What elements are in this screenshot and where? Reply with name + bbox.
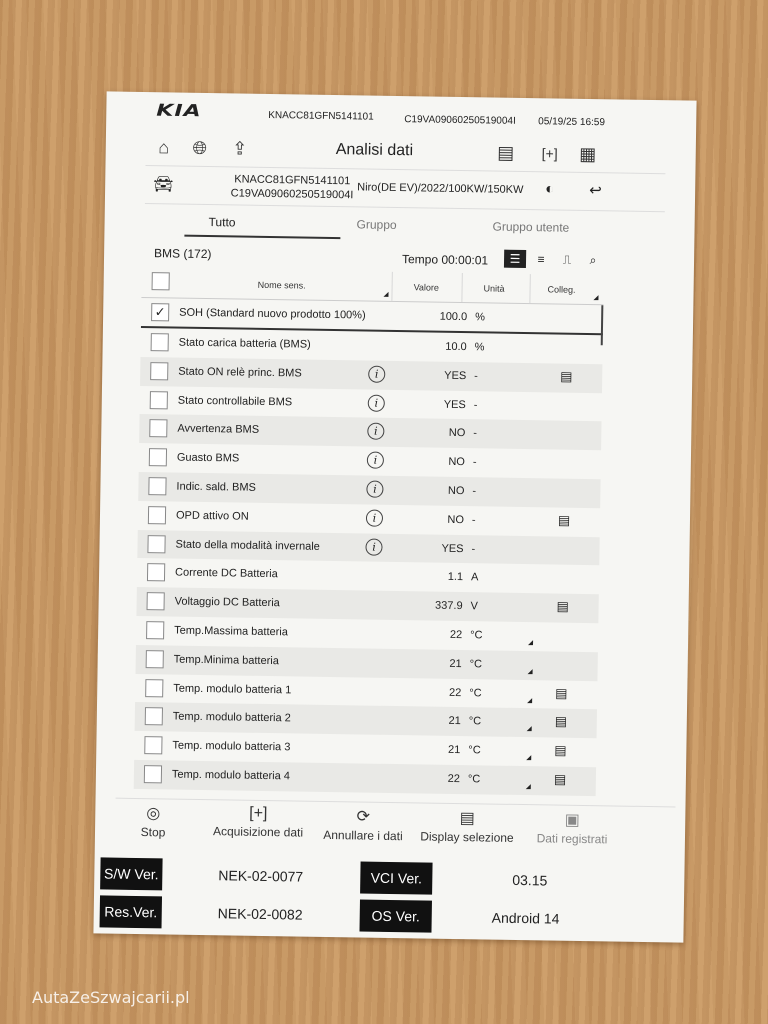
sensor-value: YES: [443, 398, 466, 411]
expand-icon[interactable]: [527, 726, 532, 731]
sensor-name: SOH (Standard nuovo prodotto 100%): [179, 306, 366, 322]
info-icon[interactable]: i: [365, 538, 382, 555]
page-title: Analisi dati: [335, 141, 414, 160]
expand-icon[interactable]: [526, 784, 531, 789]
sensor-value: 21: [448, 715, 461, 728]
sensor-unit: %: [474, 341, 485, 354]
sensor-value: 22: [449, 628, 463, 642]
vehicle-model: Niro(DE EV)/2022/100KW/150KW: [357, 181, 524, 196]
bms-title: BMS (172): [154, 246, 212, 262]
info-icon[interactable]: i: [367, 423, 384, 440]
sensor-value: YES: [444, 369, 467, 382]
sensor-unit: -: [473, 427, 478, 440]
back-icon[interactable]: ↩: [589, 182, 602, 200]
sensor-unit: °C: [467, 773, 481, 786]
sensor-name: OPD attivo ON: [175, 509, 249, 523]
refresh-icon: ⟳: [356, 808, 371, 826]
sensor-unit: V: [470, 600, 479, 613]
vci-version-label: VCI Ver.: [360, 862, 432, 895]
sort-icon: [383, 292, 388, 297]
sw-version-label: S/W Ver.: [100, 857, 162, 890]
sensor-unit: A: [470, 571, 479, 584]
capture-icon[interactable]: [+]: [541, 145, 558, 162]
sensor-value: YES: [441, 542, 464, 555]
sensor-value: NO: [448, 427, 466, 440]
sensor-unit: °C: [468, 744, 481, 757]
sensor-unit: -: [472, 456, 477, 469]
expand-icon[interactable]: [527, 698, 532, 703]
header-device-id: C19VA09060250519004I: [404, 114, 516, 127]
sensor-unit: °C: [468, 715, 482, 728]
display-selection-button[interactable]: [413, 807, 522, 845]
sensor-value: 1.1: [447, 571, 464, 584]
sensor-unit: -: [471, 513, 476, 527]
sw-version-value: NEK-02-0077: [218, 867, 304, 885]
sensor-name: Temp. modulo batteria 4: [171, 768, 291, 783]
sensor-name: Corrente DC Batteria: [175, 566, 278, 581]
header-vin: KNACC81GFN5141101: [268, 109, 374, 123]
sensor-value: 22: [447, 772, 460, 786]
cancel-label: Annullare i dati: [323, 827, 403, 844]
sensor-unit: °C: [470, 629, 483, 642]
expand-icon[interactable]: [528, 640, 533, 645]
header-value[interactable]: Valore: [413, 282, 440, 293]
tab-gruppo[interactable]: Gruppo: [356, 217, 397, 232]
sensor-name: Temp. modulo batteria 3: [172, 739, 291, 754]
version-info: [93, 851, 684, 942]
folder-icon: ▣: [564, 811, 580, 829]
bms-timer: Tempo 00:00:01: [401, 252, 489, 268]
watermark-text: AutaZeSzwajcarii.pl: [32, 988, 190, 1007]
graph-view-icon[interactable]: ⎍: [562, 252, 572, 267]
os-version-label: OS Ver.: [359, 899, 431, 932]
saved-label: Dati registrati: [536, 831, 608, 847]
saved-data-button[interactable]: [527, 809, 618, 846]
vehicle-info-row: [145, 168, 666, 212]
sensor-name: Avvertenza BMS: [177, 422, 260, 437]
select-all-checkbox[interactable]: [152, 272, 170, 290]
grid-icon[interactable]: ▦: [579, 143, 597, 164]
row-checkbox[interactable]: [149, 420, 167, 438]
active-tab-indicator: [184, 235, 340, 239]
sensor-name: Temp. modulo batteria 2: [172, 710, 291, 725]
info-icon[interactable]: i: [368, 394, 385, 411]
stop-button[interactable]: [133, 803, 174, 840]
list-view-icon[interactable]: ☰: [504, 250, 526, 268]
sensor-unit: %: [475, 311, 486, 324]
row-checkbox[interactable]: [147, 563, 165, 581]
linked-data-icon[interactable]: ▤: [556, 598, 570, 614]
row-checkbox[interactable]: [144, 736, 162, 754]
kia-logo: KIA: [156, 101, 202, 121]
expand-icon[interactable]: [526, 755, 531, 760]
info-icon[interactable]: i: [367, 452, 384, 469]
sensor-value: 100.0: [439, 310, 468, 324]
sensor-name: Stato carica batteria (BMS): [178, 336, 311, 351]
info-icon[interactable]: i: [366, 509, 383, 526]
row-checkbox[interactable]: [145, 707, 163, 725]
os-version-value: Android 14: [491, 909, 560, 927]
sensor-unit: -: [472, 485, 477, 498]
sensor-value: NO: [447, 484, 465, 498]
signal-icon[interactable]: ◐: [545, 180, 555, 198]
header-name[interactable]: Nome sens.: [257, 279, 306, 291]
sensor-name: Temp.Massima batteria: [174, 624, 288, 639]
sensor-value: 21: [448, 744, 461, 757]
main-toolbar: [145, 130, 666, 174]
sensor-name: Stato ON relè princ. BMS: [178, 365, 302, 380]
row-checkbox[interactable]: [147, 535, 165, 553]
acquire-data-button[interactable]: [203, 804, 314, 840]
sensor-value: 22: [448, 686, 462, 699]
home-icon[interactable]: ⌂: [158, 136, 170, 157]
sort-icon: [593, 295, 598, 300]
table-scrollbar[interactable]: [601, 305, 604, 345]
display-icon: ▤: [459, 810, 475, 828]
linked-data-icon[interactable]: ▤: [560, 368, 573, 384]
globe-icon[interactable]: 🌐︎: [192, 137, 208, 158]
row-checkbox[interactable]: [150, 391, 168, 409]
table-row[interactable]: [134, 760, 596, 796]
vehicle-device-id: C19VA09060250519004I: [230, 187, 354, 202]
row-checkbox[interactable]: [147, 592, 165, 610]
sensor-unit: -: [474, 370, 478, 383]
sensor-name: Stato controllabile BMS: [177, 394, 293, 408]
data-card-icon[interactable]: ▤: [497, 142, 515, 163]
info-icon[interactable]: i: [368, 365, 385, 382]
stop-icon: ◎: [146, 805, 161, 823]
row-checkbox[interactable]: [144, 765, 162, 783]
sensor-value: 337.9: [434, 599, 463, 613]
sensor-name: Guasto BMS: [176, 451, 240, 465]
header-link[interactable]: Colleg.: [547, 284, 576, 295]
bottom-toolbar: [115, 798, 676, 859]
info-icon[interactable]: i: [366, 481, 383, 498]
stop-label: Stop: [140, 825, 166, 840]
row-checkbox[interactable]: [151, 333, 169, 351]
linked-data-icon[interactable]: ▤: [553, 771, 567, 787]
row-checkbox[interactable]: [146, 650, 164, 668]
printed-screen-page: [93, 91, 696, 942]
sensor-unit: -: [473, 398, 478, 411]
linked-data-icon[interactable]: ▤: [554, 713, 568, 730]
sensor-name: Temp. modulo batteria 1: [173, 682, 292, 696]
sensor-unit: -: [471, 542, 476, 555]
res-version-label: Res.Ver.: [100, 895, 162, 928]
acquire-label: Acquisizione dati: [212, 824, 304, 840]
tab-tutto[interactable]: Tutto: [208, 215, 236, 230]
linked-data-icon[interactable]: ▤: [557, 512, 571, 528]
sensor-value: NO: [447, 513, 465, 526]
linked-data-icon[interactable]: ▤: [554, 742, 567, 758]
row-checkbox[interactable]: [148, 477, 166, 495]
sensor-table: [134, 268, 604, 796]
car-check-icon[interactable]: 🚘︎: [153, 176, 174, 194]
vci-version-value: 03.15: [512, 871, 548, 889]
sensor-name: Voltaggio DC Batteria: [174, 595, 280, 610]
row-checkbox[interactable]: [149, 448, 167, 466]
sensor-name: Indic. sald. BMS: [176, 480, 257, 494]
row-checkbox[interactable]: ✓: [151, 303, 169, 321]
row-checkbox[interactable]: [150, 362, 168, 380]
sensor-value: NO: [448, 456, 465, 469]
expand-icon[interactable]: [528, 669, 533, 674]
search-icon[interactable]: ⌕: [589, 252, 597, 267]
row-checkbox[interactable]: [146, 621, 164, 639]
cancel-data-button[interactable]: [315, 806, 412, 844]
sensor-unit: °C: [469, 686, 482, 699]
header-datetime: 05/19/25 16:59: [538, 116, 606, 129]
res-version-value: NEK-02-0082: [217, 905, 303, 923]
text-view-icon[interactable]: ≡: [537, 252, 545, 267]
tab-gruppo-utente[interactable]: Gruppo utente: [492, 219, 570, 235]
display-label: Display selezione: [420, 829, 514, 845]
sensor-name: Stato della modalità invernale: [175, 538, 320, 553]
sensor-name: Temp.Minima batteria: [173, 653, 279, 667]
header-unit[interactable]: Unità: [483, 283, 505, 294]
upload-icon[interactable]: ⇪: [232, 137, 248, 159]
tab-bar: [144, 208, 664, 246]
vehicle-vin: KNACC81GFN5141101: [234, 173, 351, 188]
sensor-unit: °C: [469, 657, 483, 671]
sensor-value: 10.0: [445, 340, 467, 354]
sensor-value: 21: [449, 657, 462, 670]
capture-icon: [+]: [249, 804, 268, 823]
row-checkbox[interactable]: [148, 506, 166, 524]
linked-data-icon[interactable]: ▤: [555, 685, 568, 701]
row-checkbox[interactable]: [145, 679, 163, 697]
